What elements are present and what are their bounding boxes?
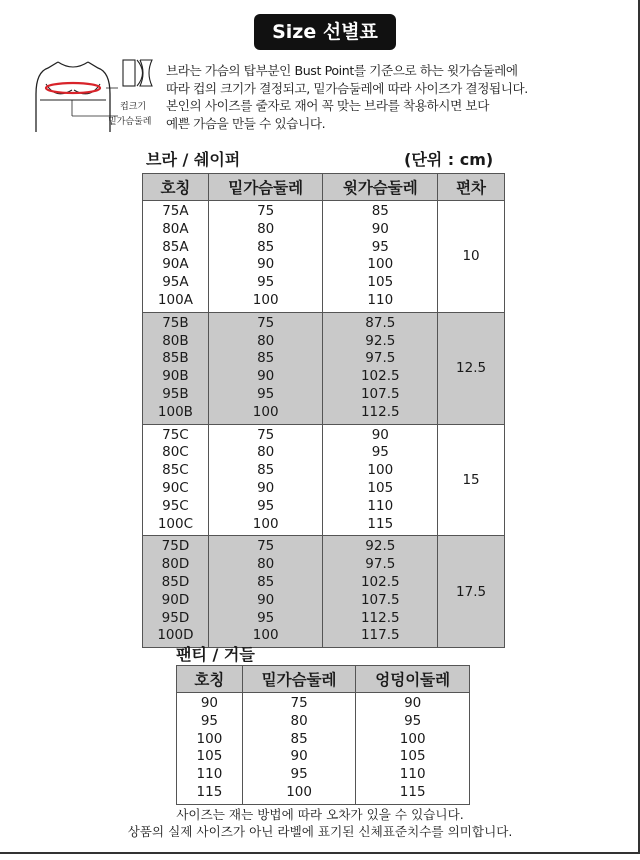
cell-value: 85A	[162, 238, 189, 255]
deviation-cell: 12.5	[438, 312, 505, 424]
cell-value: 95	[371, 238, 389, 255]
cell-value: 95	[200, 712, 218, 729]
cell-value: 75	[257, 426, 275, 443]
cell-value: 95	[257, 609, 275, 626]
cell-value: 102.5	[360, 573, 400, 590]
cell-value: 100	[252, 515, 279, 532]
table-row	[143, 312, 505, 424]
cell-value: 97.5	[365, 556, 396, 573]
under-bust-column	[243, 693, 356, 804]
cell-value: 90	[290, 748, 308, 765]
cell-value: 85	[257, 462, 275, 479]
over-bust-column	[323, 313, 437, 424]
cell-value: 112.5	[360, 609, 400, 626]
cell-value: 90	[257, 256, 275, 273]
cell-value: 100C	[157, 515, 194, 532]
cell-value: 80C	[162, 444, 189, 461]
cell-value: 75B	[162, 314, 189, 331]
col-header: 호칭	[143, 174, 209, 201]
cell-value: 95	[257, 385, 275, 402]
hip-column	[356, 693, 469, 804]
cell-value: 80B	[162, 332, 189, 349]
cell-value: 115	[196, 783, 223, 800]
under-bust-column	[209, 313, 323, 424]
cell-value: 100D	[157, 627, 194, 644]
footer-note: 상품의 실제 사이즈가 아닌 라벨에 표기된 신체표준치수를 의미합니다.	[127, 824, 513, 839]
intro-line: 본인의 사이즈를 줄자로 재어 꼭 맞는 브라를 착용하시면 보다	[166, 98, 489, 114]
cell-value: 75	[257, 203, 275, 219]
cell-value: 107.5	[360, 385, 400, 402]
cell-value: 92.5	[365, 332, 396, 349]
intro-line: 따라 컵의 크기가 결정되고, 밑가슴둘레에 따라 사이즈가 결정됩니다.	[166, 80, 528, 96]
cell-value: 90D	[161, 591, 190, 608]
cell-value: 105	[367, 479, 394, 496]
cell-value: 100A	[157, 291, 193, 308]
cell-value: 75	[290, 695, 308, 711]
under-bust-column	[209, 425, 323, 536]
col-header: 호칭	[177, 666, 243, 693]
cell-value: 112.5	[360, 403, 400, 420]
size-column	[177, 693, 242, 804]
cell-value: 85	[290, 730, 308, 747]
cell-value: 90	[257, 479, 275, 496]
col-header: 밑가슴둘레	[208, 174, 323, 201]
cell-value: 80	[257, 556, 275, 573]
size-column	[143, 313, 208, 424]
cell-value: 100	[286, 783, 312, 800]
cell-value: 100	[252, 403, 279, 420]
cell-value: 110	[196, 766, 223, 783]
cell-value: 105	[196, 748, 223, 765]
cell-value: 75C	[162, 426, 189, 443]
col-header: 엉덩이둘레	[356, 666, 470, 693]
bra-size-table	[142, 173, 505, 648]
intro-line: 예쁜 가슴을 만들 수 있습니다.	[166, 115, 326, 131]
cell-value: 75	[257, 538, 275, 555]
page-title: Size 선별표	[254, 14, 396, 50]
over-bust-column	[323, 425, 437, 536]
cell-value: 92.5	[365, 538, 396, 555]
cell-value: 100	[367, 462, 394, 479]
cell-value: 85	[257, 573, 275, 590]
intro-line: 브라는 가슴의 탑부분인 Bust Point를 기준으로 하는 윗가슴둘레에	[166, 63, 518, 78]
table-row	[143, 201, 505, 313]
cell-value: 100	[367, 256, 394, 273]
cell-value: 90	[257, 368, 275, 385]
cell-value: 80D	[161, 556, 190, 573]
bra-section-title: 브라 / 쉐이퍼	[146, 150, 241, 169]
cell-value: 90	[371, 426, 389, 443]
cell-value: 80	[257, 220, 275, 237]
intro-text	[166, 62, 636, 132]
cell-value: 97.5	[365, 350, 396, 367]
deviation-cell: 10	[438, 201, 505, 313]
cell-value: 85	[371, 203, 389, 219]
cell-value: 107.5	[360, 591, 400, 608]
cell-value: 90A	[162, 256, 189, 273]
band-size-label: 밑가슴둘레	[108, 117, 152, 127]
cell-value: 100B	[157, 403, 193, 420]
cell-value: 80	[257, 332, 275, 349]
under-bust-column	[209, 201, 323, 312]
cell-value: 95C	[162, 497, 189, 514]
col-header: 편차	[438, 174, 505, 201]
cell-value: 117.5	[360, 627, 400, 644]
deviation-cell: 17.5	[438, 536, 505, 648]
cell-value: 90C	[162, 479, 189, 496]
cell-value: 95	[290, 766, 308, 783]
cell-value: 90B	[162, 368, 189, 385]
cell-value: 95	[404, 712, 422, 729]
cell-value: 85D	[161, 573, 190, 590]
cell-value: 110	[367, 497, 394, 514]
cell-value: 95D	[161, 609, 190, 626]
cell-value: 105	[399, 748, 426, 765]
cell-value: 90	[371, 220, 389, 237]
cell-value: 80	[257, 444, 275, 461]
cell-value: 115	[399, 783, 426, 800]
table-row	[143, 424, 505, 536]
size-column	[143, 425, 208, 536]
cell-value: 90	[257, 591, 275, 608]
cell-value: 87.5	[365, 314, 396, 331]
cell-value: 85B	[162, 350, 189, 367]
cell-value: 100	[252, 291, 279, 308]
over-bust-column	[323, 536, 437, 647]
cell-value: 110	[367, 291, 394, 308]
cell-value: 75	[257, 314, 275, 331]
table-row	[177, 693, 470, 805]
cup-size-label: 컵크기	[120, 102, 147, 112]
cell-value: 95B	[162, 385, 189, 402]
cell-value: 75D	[161, 538, 190, 555]
cell-value: 75A	[162, 203, 189, 219]
panty-size-table	[176, 665, 470, 805]
cell-value: 85	[257, 238, 275, 255]
deviation-cell: 15	[438, 424, 505, 536]
table-row	[143, 536, 505, 648]
cell-value: 80A	[162, 220, 189, 237]
over-bust-column	[323, 201, 437, 312]
cell-value: 95	[371, 444, 389, 461]
under-bust-column	[209, 536, 323, 647]
cell-value: 102.5	[360, 368, 400, 385]
cell-value: 80	[290, 712, 308, 729]
cell-value: 100	[196, 730, 223, 747]
cell-value: 100	[252, 627, 279, 644]
col-header: 밑가슴둘레	[242, 666, 356, 693]
cell-value: 100	[399, 730, 426, 747]
unit-label: (단위 : cm)	[404, 150, 494, 169]
cell-value: 110	[399, 766, 426, 783]
cell-value: 95	[257, 274, 275, 291]
cell-value: 105	[367, 274, 394, 291]
cell-value: 90	[404, 695, 422, 711]
panty-section-title: 팬티 / 거들	[176, 645, 255, 664]
size-column	[143, 201, 208, 312]
cell-value: 95A	[162, 274, 189, 291]
col-header: 윗가슴둘레	[323, 174, 438, 201]
cell-value: 115	[367, 515, 394, 532]
cell-value: 95	[257, 497, 275, 514]
cell-value: 85C	[162, 462, 189, 479]
cell-value: 85	[257, 350, 275, 367]
bottom-border	[0, 852, 640, 854]
bust-measure-illustration	[28, 54, 163, 134]
size-column	[143, 536, 208, 647]
footer-note: 사이즈는 재는 방법에 따라 오차가 있을 수 있습니다.	[176, 807, 464, 822]
cell-value: 90	[200, 695, 218, 711]
